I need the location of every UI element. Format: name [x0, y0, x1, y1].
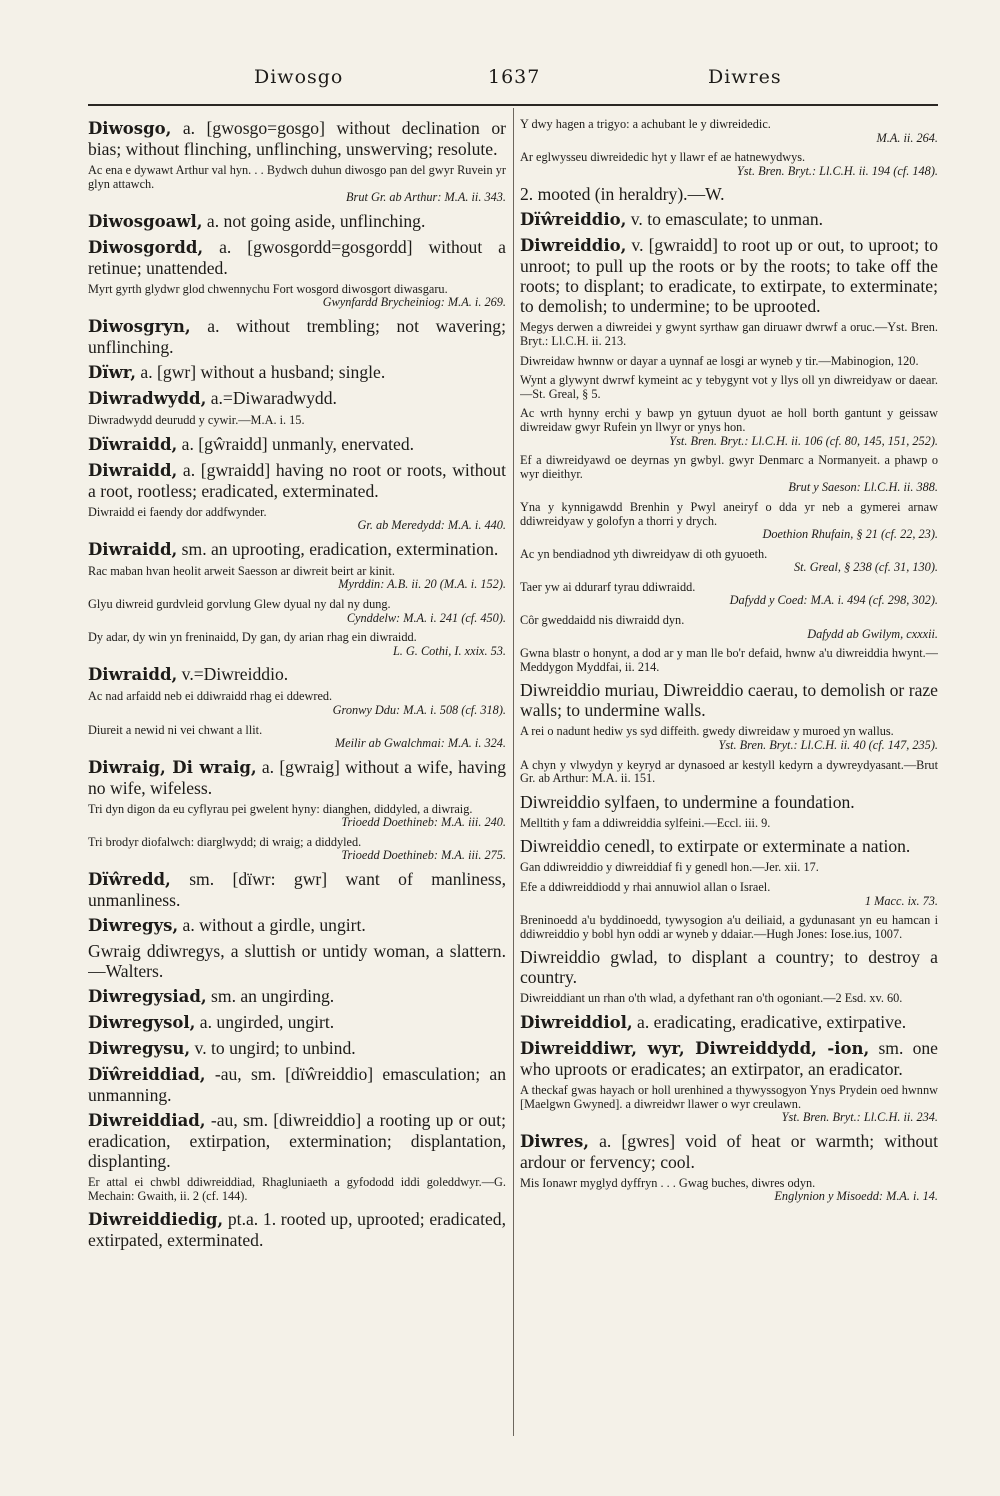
citation-source: Myrddin: A.B. ii. 20 (M.A. i. 152).	[338, 577, 506, 592]
citation-source: Trioedd Doethineb: M.A. iii. 275.	[341, 848, 506, 863]
left-column	[88, 118, 506, 1442]
dictionary-entry	[88, 1209, 506, 1250]
citation	[88, 690, 506, 717]
citation-source: Gronwy Ddu: M.A. i. 508 (cf. 318).	[332, 702, 506, 717]
definition: Diwreiddio gwlad, to displant a country; to destroy a country.	[520, 947, 938, 988]
citation-quote: Melltith y fam a ddiwreiddia sylfeini.—Eccl. iii. 9.	[520, 815, 771, 830]
definition: sm. [dïwr: gwr] want of manliness, unmanliness.	[88, 869, 506, 911]
citation	[88, 565, 506, 592]
citation-quote: Tri brodyr diofalwch: diarglwydd; di wraig; a diddyled.	[88, 834, 362, 849]
dictionary-entry	[520, 947, 938, 987]
dictionary-entry	[88, 664, 506, 685]
citation	[520, 151, 938, 178]
definition: Diwreiddio cenedl, to extirpate or exterminate a nation.	[520, 836, 911, 857]
citation	[88, 283, 506, 310]
headword: Diwregysiad,	[88, 987, 207, 1007]
header-right-guideword: Diwres	[708, 66, 782, 88]
citation-quote: Efe a ddiwreiddiodd y rhai annuwiol allan o Israel.	[520, 880, 771, 894]
citation	[520, 355, 938, 369]
citation	[520, 614, 938, 641]
dictionary-entry	[520, 792, 938, 812]
dictionary-entry	[520, 184, 938, 204]
headword: Dïŵreiddio,	[520, 210, 627, 230]
citation-quote: Gan ddiwreiddio y diwreiddiaf fi y genedl hon.—Jer. xii. 17.	[520, 860, 819, 875]
citation	[520, 914, 938, 941]
dictionary-entry	[88, 941, 506, 981]
definition: -au, sm. [dïŵreiddio] emasculation; an unmanning.	[88, 1064, 506, 1106]
citation	[520, 759, 938, 786]
citation	[520, 548, 938, 575]
dictionary-entry	[88, 388, 506, 409]
citation-source: Meilir ab Gwalchmai: M.A. i. 324.	[334, 736, 506, 751]
definition: a. ungirded, ungirt.	[195, 1012, 335, 1033]
running-header	[88, 66, 938, 90]
citation-quote: Ac wrth hynny erchi y bawp yn gytuun dyuot ae holl borth gantunt y geissaw diwreidaw gwyr Rufein yn llwyr or ynys hon.	[520, 406, 938, 434]
citation-quote: Wynt a glywynt dwrwf kymeint ac y tebygynt vot y llys oll yn diwreidyaw or daear.—St. Greal, § 5.	[520, 373, 938, 401]
headword: Dïŵreiddiad,	[88, 1065, 206, 1085]
definition: v. [gwraidd] to root up or out, to uproot; to unroot; to pull up the roots or by the roots; to take off the roots; to displant; to eradicate, to extirpate, to exterminate; to demolish; to undermine; to be uprooted.	[520, 235, 938, 317]
dictionary-entry	[88, 362, 506, 383]
dictionary-entry	[520, 235, 938, 316]
definition: a. [gŵraidd] unmanly, enervated.	[177, 433, 415, 454]
citation	[520, 374, 938, 401]
definition: a. without a girdle, ungirt.	[178, 915, 366, 936]
citation	[520, 407, 938, 448]
citation-quote: Ac nad arfaidd neb ei ddiwraidd rhag ei ddewred.	[88, 689, 333, 704]
citation-source: Gwynfardd Brycheiniog: M.A. i. 269.	[322, 295, 506, 310]
citation-source: Yst. Bren. Bryt.: Ll.C.H. ii. 194 (cf. 148).	[736, 163, 938, 178]
citation-source: Brut y Saeson: Ll.C.H. ii. 388.	[788, 480, 938, 495]
citation-quote: Dy adar, dy win yn freninaidd, Dy gan, dy arian rhag ein diwraidd.	[88, 630, 417, 645]
headword: Diwregysu,	[88, 1039, 191, 1059]
dictionary-entry	[520, 680, 938, 720]
citation-source: Doethion Rhufain, § 21 (cf. 22, 23).	[762, 527, 938, 542]
page-number: 1637	[488, 66, 541, 88]
citation	[520, 454, 938, 495]
definition: a. [gwres] void of heat or warmth; without ardour or fervency; cool.	[520, 1130, 938, 1172]
citation-quote: Ef a diwreidyawd oe deyrnas yn gwbyl. gwyr Denmarc a Normanyeit. a phawp o wyr dieithyr.	[520, 453, 938, 481]
definition: a. [gwraig] without a wife, having no wife, wifeless.	[88, 756, 506, 798]
citation-source: Dafydd y Coed: M.A. i. 494 (cf. 298, 302).	[729, 593, 938, 608]
citation-quote: Ar eglwysseu diwreidedic hyt y llawr ef ae hatnewydwys.	[520, 150, 806, 165]
header-rule	[88, 104, 938, 106]
headword: Diwregysol,	[88, 1013, 196, 1033]
dictionary-entry	[88, 1012, 506, 1033]
citation	[88, 1176, 506, 1203]
headword: Diwosgryn,	[88, 316, 191, 336]
citation-quote: Diwradwydd deurudd y cywir.—M.A. i. 15.	[88, 412, 305, 427]
headword: Dïwr,	[88, 362, 137, 382]
citation-quote: Diwraidd ei faendy dor addfwynder.	[88, 504, 267, 519]
citation-quote: Gwna blastr o honynt, a dod ar y man lle bo'r defaid, hwnw a'u diwreiddia hwynt.—Meddygon Myddfai, ii. 214.	[520, 646, 938, 674]
citation	[520, 501, 938, 542]
headword: Diwreiddiol,	[520, 1012, 633, 1032]
headword: Diwraidd,	[88, 665, 178, 685]
header-left-guideword: Diwosgo	[254, 66, 344, 88]
citation-source: Yst. Bren. Bryt.: Ll.C.H. ii. 40 (cf. 147, 235).	[718, 738, 938, 753]
headword: Diwosgoawl,	[88, 211, 203, 231]
dictionary-entry	[88, 118, 506, 159]
citation-quote: Glyu diwreid gurdvleid gorvlung Glew dyual ny dal ny dung.	[88, 596, 391, 611]
dictionary-entry	[88, 460, 506, 501]
definition: Diwreiddio sylfaen, to undermine a foundation.	[520, 791, 855, 812]
citation-source: Trioedd Doethineb: M.A. iii. 240.	[341, 815, 506, 830]
headword: Diwraidd,	[88, 539, 178, 559]
citation-source: Yst. Bren. Bryt.: Ll.C.H. ii. 106 (cf. 80, 145, 151, 252).	[669, 433, 938, 448]
citation-source: St. Greal, § 238 (cf. 31, 130).	[793, 560, 938, 575]
citation	[88, 803, 506, 830]
citation-quote: Rac maban hvan heolit arweit Saesson ar diwreit beirt ar kinit.	[88, 563, 395, 578]
dictionary-entry	[88, 1038, 506, 1059]
definition: v. to ungird; to unbind.	[190, 1038, 356, 1059]
citation	[520, 1177, 938, 1204]
dictionary-entry	[88, 1110, 506, 1171]
citation-source: Yst. Bren. Bryt.: Ll.C.H. ii. 234.	[781, 1110, 938, 1125]
column-divider	[513, 108, 514, 1436]
dictionary-entry	[88, 757, 506, 798]
citation-source: 1 Macc. ix. 73.	[864, 893, 938, 908]
definition: a. [gwosgo=gosgo] without declination or bias; without flinching, unflinching, unswerving; resolute.	[88, 118, 506, 159]
headword: Diwraidd,	[88, 460, 178, 480]
dictionary-entry	[520, 836, 938, 856]
citation	[88, 724, 506, 751]
headword: Diwregys,	[88, 916, 179, 936]
definition: a. eradicating, eradicative, extirpative.	[632, 1011, 907, 1032]
dictionary-entry	[88, 211, 506, 232]
definition: a. [gwr] without a husband; single.	[136, 361, 386, 382]
citation-quote: Ac yn bendiadnod yth diwreidyaw di oth gyuoeth.	[520, 546, 768, 561]
citation-quote: Tri dyn digon da eu cyflyrau pei gwelent hyny: dianghen, diddyled, a diwraig.	[88, 801, 473, 816]
dictionary-entry	[88, 237, 506, 278]
dictionary-entry	[88, 869, 506, 910]
definition: a. [gwosgordd=gosgordd] without a retinue; unattended.	[88, 236, 506, 278]
citation-quote: Yna y kynnigawdd Brenhin y Pwyl aneiryf o dda yr neb a gymerei arnaw ddiwreidyaw y golofyn a thorri y drych.	[520, 499, 938, 528]
headword: Diwosgo,	[88, 119, 172, 138]
citation	[520, 861, 938, 875]
citation	[88, 506, 506, 533]
citation-source: Gr. ab Meredydd: M.A. i. 440.	[357, 518, 506, 533]
citation-quote: Megys derwen a diwreidei y gwynt syrthaw gan diruawr dwrwf a oruc.—Yst. Bren. Bryt.: Ll.C.H. ii. 213.	[520, 320, 938, 348]
definition: a. without trembling; not wavering; unflinching.	[88, 315, 506, 357]
citation-quote: A theckaf gwas hayach or holl urenhined a thywyssogyon Ynys Prydein oed hwnnw [Maelgwn Gwyned]. a diwreidwr llawer o wyr creulawn.	[520, 1082, 938, 1111]
dictionary-entry	[88, 539, 506, 560]
citation-quote: Mis Ionawr myglyd dyffryn . . . Gwag buches, diwres odyn.	[520, 1175, 816, 1190]
definition: sm. an ungirding.	[206, 986, 335, 1007]
dictionary-entry	[520, 209, 938, 230]
citation-quote: Ac ena e dywawt Arthur val hyn. . . Bydwch duhun diwosgo pan del gwyr Ruvein yr glyn attawch.	[88, 163, 506, 191]
citation-source: Englynion y Misoedd: M.A. i. 14.	[774, 1189, 938, 1204]
citation-source: Brut Gr. ab Arthur: M.A. ii. 343.	[346, 190, 506, 205]
definition: a. [gwraidd] having no root or roots, without a root, rootless; eradicated, exterminated.	[88, 459, 506, 501]
headword: Diwres,	[520, 1131, 590, 1151]
headword: Diwraig, Di wraig,	[88, 757, 257, 777]
citation	[520, 647, 938, 674]
dictionary-entry	[520, 1038, 938, 1079]
headword: Diwradwydd,	[88, 388, 207, 408]
dictionary-entry	[520, 1131, 938, 1172]
definition: Gwraig ddiwregys, a sluttish or untidy woman, a slattern.—Walters.	[88, 941, 506, 982]
citation	[520, 118, 938, 145]
definition: sm. one who uproots or eradicates; an extirpator, an eradicator.	[520, 1037, 938, 1079]
dictionary-entry	[520, 1012, 938, 1033]
citation	[88, 414, 506, 428]
citation-quote: Côr gweddaidd nis diwraidd dyn.	[520, 613, 685, 628]
citation-quote: Myrt gyrth glydwr glod chwennychu Fort wosgord diwosgort diwasgaru.	[88, 281, 448, 296]
dictionary-entry	[88, 915, 506, 936]
citation-quote: Breninoedd a'u byddinoedd, tywysogion a'u deiliaid, a gydunasant yn eu hamcan i ddiwreiddio y bobl hyn oddi ar wyneb y ddaiar.—Hugh Jones: Iose.ius, 1007.	[520, 913, 938, 941]
citation	[520, 992, 938, 1006]
headword: Diwreiddiwr, wyr, Diwreiddydd, -ion,	[520, 1038, 870, 1058]
headword: Diwreiddiedig,	[88, 1210, 224, 1230]
citation-source: Dafydd ab Gwilym, cxxxii.	[807, 626, 938, 641]
citation-quote: Taer yw ai ddurarf tyrau ddiwraidd.	[520, 579, 696, 594]
definition: a. not going aside, unflinching.	[202, 210, 426, 231]
citation	[520, 321, 938, 348]
headword: Diwosgordd,	[88, 237, 204, 257]
citation	[520, 581, 938, 608]
citation-source: Cynddelw: M.A. i. 241 (cf. 450).	[346, 610, 506, 625]
citation-quote: Diwreiddiant un rhan o'th wlad, a dyfethant ran o'th ogoniant.—2 Esd. xv. 60.	[520, 991, 903, 1006]
dictionary-entry	[88, 1064, 506, 1105]
citation-quote: Er attal ei chwbl ddiwreiddiad, Rhagluniaeth a gyfododd iddi goleddwyr.—G. Mechain: Gwaith, ii. 2 (cf. 144).	[88, 1175, 506, 1203]
definition: v. to emasculate; to unman.	[626, 209, 824, 230]
citation	[520, 1084, 938, 1125]
citation-source: M.A. ii. 264.	[876, 130, 938, 145]
headword: Diwreiddiad,	[88, 1111, 206, 1131]
definition: v.=Diwreiddio.	[177, 664, 289, 685]
definition: a.=Diwaradwydd.	[206, 387, 337, 408]
citation-quote: Diureit a newid ni vei chwant a llit.	[88, 722, 263, 737]
citation	[88, 164, 506, 205]
citation-quote: A chyn y vlwydyn y keyryd ar dynasoed ar kestyll kedyrn a dywreydyasant.—Brut Gr. ab Arthur: M.A. ii. 151.	[520, 757, 938, 786]
citation	[88, 836, 506, 863]
definition: pt.a. 1. rooted up, uprooted; eradicated, extirpated, exterminated.	[88, 1209, 506, 1251]
headword: Diwreiddio,	[520, 236, 627, 256]
citation-quote: Y dwy hagen a trigyo: a achubant le y diwreidedic.	[520, 118, 771, 131]
citation	[520, 725, 938, 752]
definition: Diwreiddio muriau, Diwreiddio caerau, to demolish or raze walls; to undermine walls.	[520, 680, 938, 721]
dictionary-entry	[88, 316, 506, 357]
dictionary-entry	[88, 986, 506, 1007]
citation	[88, 631, 506, 658]
headword: Dïŵredd,	[88, 870, 171, 890]
citation-source: L. G. Cothi, I. xxix. 53.	[392, 643, 506, 658]
citation	[520, 817, 938, 831]
citation	[88, 598, 506, 625]
headword: Dïwraidd,	[88, 434, 178, 454]
citation	[520, 881, 938, 908]
citation-quote: Diwreidaw hwnnw or dayar a uynnaf ae losgi ar wyneb y tir.—Mabinogion, 120.	[520, 353, 919, 368]
citation-quote: A rei o nadunt hediw ys syd diffeith. gwedy diwreidaw y muroed yn wallus.	[520, 724, 894, 739]
dictionary-entry	[88, 434, 506, 455]
definition: sm. an uprooting, eradication, extermination.	[177, 538, 499, 559]
right-column	[520, 118, 938, 1442]
definition: -au, sm. [diwreiddio] a rooting up or out; eradication, extirpation, extermination; displantation, displanting.	[88, 1110, 506, 1172]
definition: 2. mooted (in heraldry).—W.	[520, 184, 725, 205]
